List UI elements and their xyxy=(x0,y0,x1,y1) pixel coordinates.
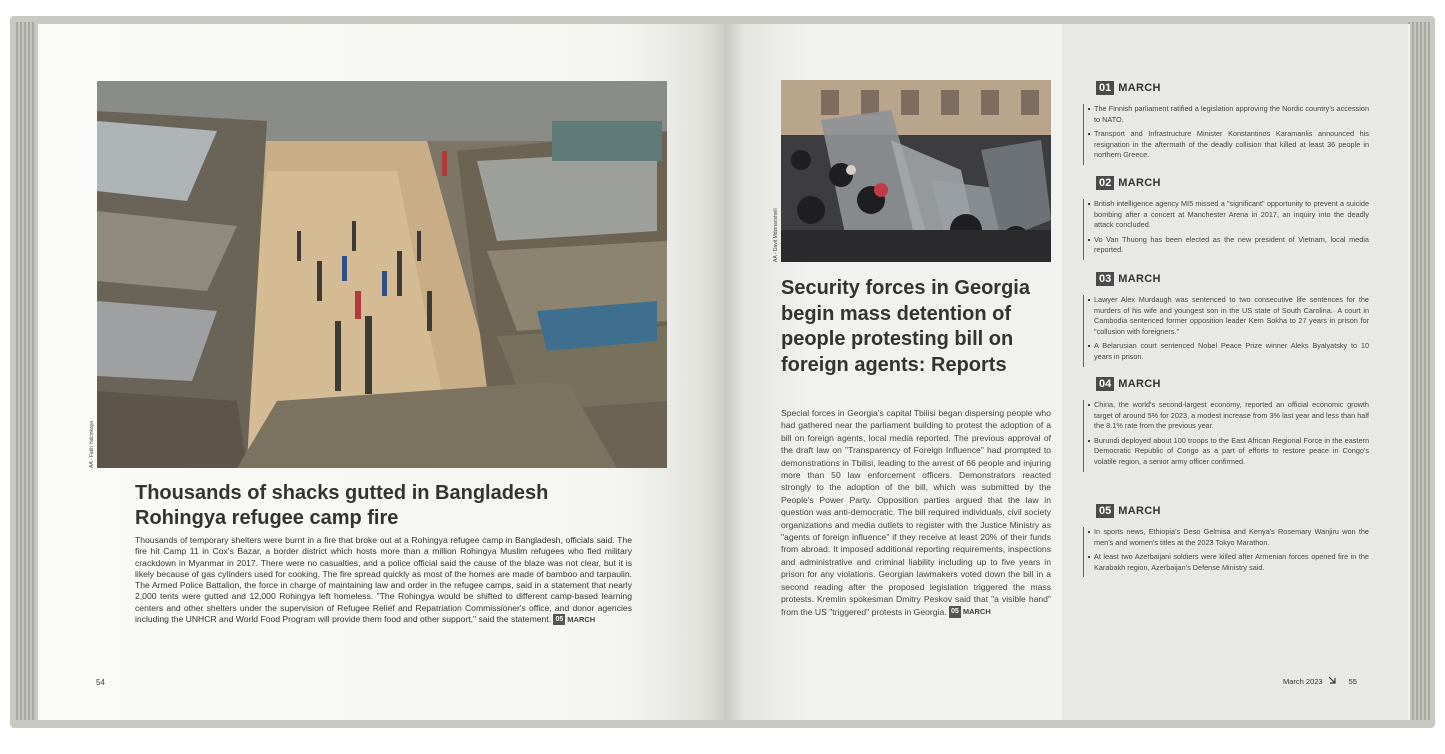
headline-right: Security forces in Georgia begin mass detention of people protesting bill on foreign agents: Reports xyxy=(781,277,1030,376)
book-page-edges-right xyxy=(1408,22,1430,720)
arrow-down-right-icon xyxy=(1328,676,1336,686)
page-number-right: 55 xyxy=(1348,676,1357,686)
article-text-right: Special forces in Georgia's capital Tbilisi began dispersing people who had gathered near the parliament building to protest the adoption of a bill on foreign agents, local media reported. The previous approval of the draft law on "Transparency of Foreign Influence" had prompted to demonstrations in Tbilisi, leading to the arrest of 66 people and injuring more than 50 law enforcement officers. Demonstrators reacted strongly to the adoption of the bill, which was submitted by the People's Power Party. Opposition parties argued that the law in question was anti-democratic. The bill required individuals, civil society organizations and media outlets to register with the Justice Ministry as "agents of foreign influence" if they receive at least 20% of their funds from abroad. It imposed additional reporting requirements, inspections and administrative and criminal liability including up to five years in prison for any violations. Georgian lawmakers voted down the bill in a second reading after the proposed legislation triggered the mass protests. Kremlin spokesman Dmitry Peskov said that "a visible hand" from the US "triggered" protests in Georgia. xyxy=(781,408,1051,617)
running-footer-right xyxy=(1283,676,1357,686)
timeline-head-01 xyxy=(1096,81,1161,95)
timeline-list-01 xyxy=(1083,104,1369,165)
timeline-day-number: 04 xyxy=(1096,377,1114,391)
timeline-head-03 xyxy=(1096,272,1161,286)
timeline-item: Vo Van Thuong has been elected as the new president of Vietnam, local media reported. xyxy=(1094,234,1369,255)
timeline-item: The Finnish parliament ratified a legislation approving the Nordic country's accession to NATO. xyxy=(1094,104,1369,124)
date-tag-left xyxy=(553,614,595,625)
timeline-day-number: 02 xyxy=(1096,176,1114,190)
refugee-camp-photo xyxy=(97,81,667,468)
timeline-item: British intelligence agency MI5 missed a "significant" opportunity to prevent a suicide bombing after a concert at Manchester Arena in 2017, an inquiry into the deadly attack concluded. xyxy=(1094,199,1369,230)
timeline-item: In sports news, Ethiopia's Deso Gelmisa and Kenya's Rosemary Wanjiru won the men's and women's titles at the 2023 Tokyo Marathon. xyxy=(1094,527,1369,547)
book-page-edges-left xyxy=(14,22,36,720)
timeline-head-04 xyxy=(1096,377,1161,391)
timeline-day-number: 05 xyxy=(1096,504,1114,518)
date-tag-number: 05 xyxy=(553,614,565,625)
timeline-day-number: 03 xyxy=(1096,272,1114,286)
timeline-day-number: 01 xyxy=(1096,81,1114,95)
timeline-month-label: MARCH xyxy=(1118,378,1161,390)
timeline-list-05 xyxy=(1083,527,1369,577)
article-body-left xyxy=(135,535,632,625)
timeline-list-02 xyxy=(1083,199,1369,260)
timeline-month-label: MARCH xyxy=(1118,177,1161,189)
protest-photo xyxy=(781,80,1051,262)
timeline-list-03 xyxy=(1083,295,1369,367)
timeline-list-04 xyxy=(1083,400,1369,472)
timeline-item: Lawyer Alex Murdaugh was sentenced to two consecutive life sentences for the murders of his wife and youngest son in the US state of South Carolina.· A court in Cambodia sentenced former opposition leader Kem Sokha to 27 years in prison for "collusion with foreigners." xyxy=(1094,295,1369,336)
timeline-head-02 xyxy=(1096,176,1161,190)
date-tag-label: MARCH xyxy=(567,615,596,625)
timeline-item: A Belarusian court sentenced Nobel Peace Prize winner Aleks Byalyatsky to 10 years in prison. xyxy=(1094,341,1369,361)
timeline-head-05 xyxy=(1096,504,1161,518)
article-body-right xyxy=(781,407,1051,618)
timeline-month-label: MARCH xyxy=(1118,505,1161,517)
timeline-item: China, the world's second-largest economy, reported an official economic growth target of around 5% for 2023, a modest increase from 3% last year and less than half the 8.1% rate from the previous year. xyxy=(1094,400,1369,431)
photo-credit-right: AA - Davit Mdzinarishvili xyxy=(773,208,779,262)
footer-issue-label: March 2023 xyxy=(1283,676,1323,686)
date-tag-label: MARCH xyxy=(962,607,991,617)
timeline-item: At least two Azerbaijani soldiers were killed after Armenian forces opened fire in the Karabakh region, Azerbaijan's Defense Ministry said. xyxy=(1094,552,1369,572)
timeline-item: Transport and Infrastructure Minister Konstantinos Karamanlis announced his resignation in the aftermath of the deadly collision that killed at least 36 people in northern Greece. xyxy=(1094,129,1369,160)
article-text-left: Thousands of temporary shelters were burnt in a fire that broke out at a Rohingya refugee camp in Bangladesh, officials said. The fire hit Camp 11 in Cox's Bazar, a border district which hosts more than a million Rohingya Muslim refugees who fled military crackdown in Myanmar in 2017. There were no casualties, and a police official said the cause of the blaze was not clear, but it is likely because of gas cylinders used for cooking. The fire spread quickly as most of the homes are made of bamboo and tarpaulin. The Armed Police Battalion, the force in charge of maintaining law and order in the refugee camps, said in a statement that nearly 2,000 tents were gutted and 12,000 Rohingya left homeless. "The Rohingya would be shifted to different camp-based learning centers and other shelters under the supervision of Refugee Relief and Repatriation Commissioner's office, and donor agencies including the UNHCR and World Food Program will provide them food and other support," said the statement. xyxy=(135,535,632,625)
page-number-left: 54 xyxy=(96,678,105,687)
timeline-item: Burundi deployed about 100 troops to the East African Regional Force in the eastern Democratic Republic of Congo as a part of efforts to restore peace in Congo's volatile region, a senior army officer confirmed. xyxy=(1094,435,1369,466)
date-tag-number: 05 xyxy=(949,606,961,618)
headline-left: Thousands of shacks gutted in Bangladesh Rohingya refugee camp fire xyxy=(135,482,549,529)
timeline-month-label: MARCH xyxy=(1118,273,1161,285)
date-tag-right xyxy=(949,606,991,618)
photo-credit-left: AA - Fatih Yalcinkaya xyxy=(89,420,95,468)
timeline-month-label: MARCH xyxy=(1118,82,1161,94)
